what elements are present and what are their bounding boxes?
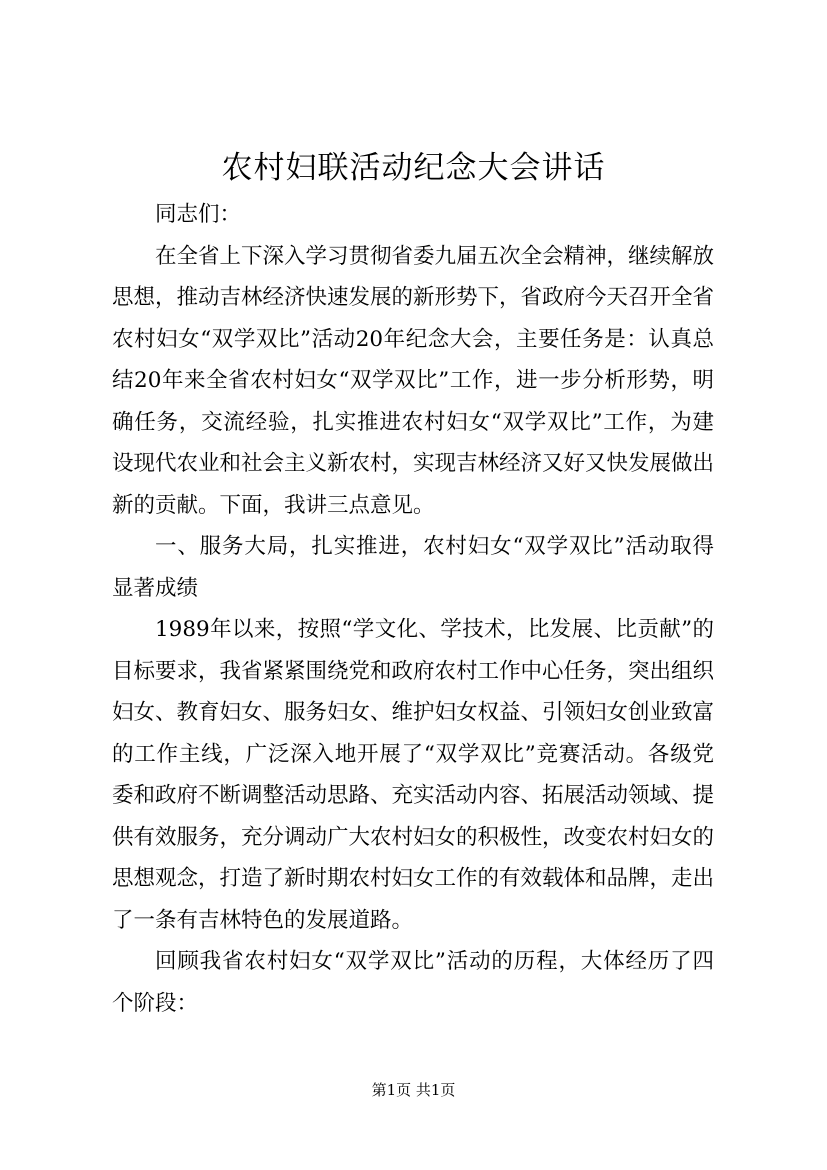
- section-heading-1: 一、服务大局，扎实推进，农村妇女“双学双比”活动取得显著成绩: [112, 534, 714, 601]
- salutation: 同志们：: [155, 202, 242, 227]
- paragraph-intro: 在全省上下深入学习贯彻省委九届五次全会精神，继续解放思想，推动吉林经济快速发展的新形势下，省政府今天召开全省农村妇女“双学双比”活动20年纪念大会，主要任务是：认真总结20年来全省农村妇女“双学双比”工作，进一步分析形势，明确任务，交流经验，扎实推进农村妇女“双学双比”工作，为建设现代农业和社会主义新农村，实现吉林经济又好又快发展做出新的贡献。下面，我讲三点意见。: [112, 243, 715, 518]
- paragraph-achievements: 1989年以来，按照“学文化、学技术，比发展、比贡献”的目标要求，我省紧紧围绕党和政府农村工作中心任务，突出组织妇女、教育妇女、服务妇女、维护妇女权益、引领妇女创业致富的工作主线，广泛深入地开展了“双学双比”竞赛活动。各级党委和政府不断调整活动思路、充实活动内容、拓展活动领域、提供有效服务，充分调动广大农村妇女的积极性，改变农村妇女的思想观念，打造了新时期农村妇女工作的有效载体和品牌，走出了一条有吉林特色的发展道路。: [112, 617, 715, 933]
- document-body: [112, 194, 714, 1024]
- document-title: 农村妇联活动纪念大会讲话: [221, 150, 606, 186]
- page-footer: 第1页 共1页: [371, 1081, 456, 1099]
- paragraph-review: 回顾我省农村妇女“双学双比”活动的历程，大体经历了四个阶段：: [112, 949, 714, 1016]
